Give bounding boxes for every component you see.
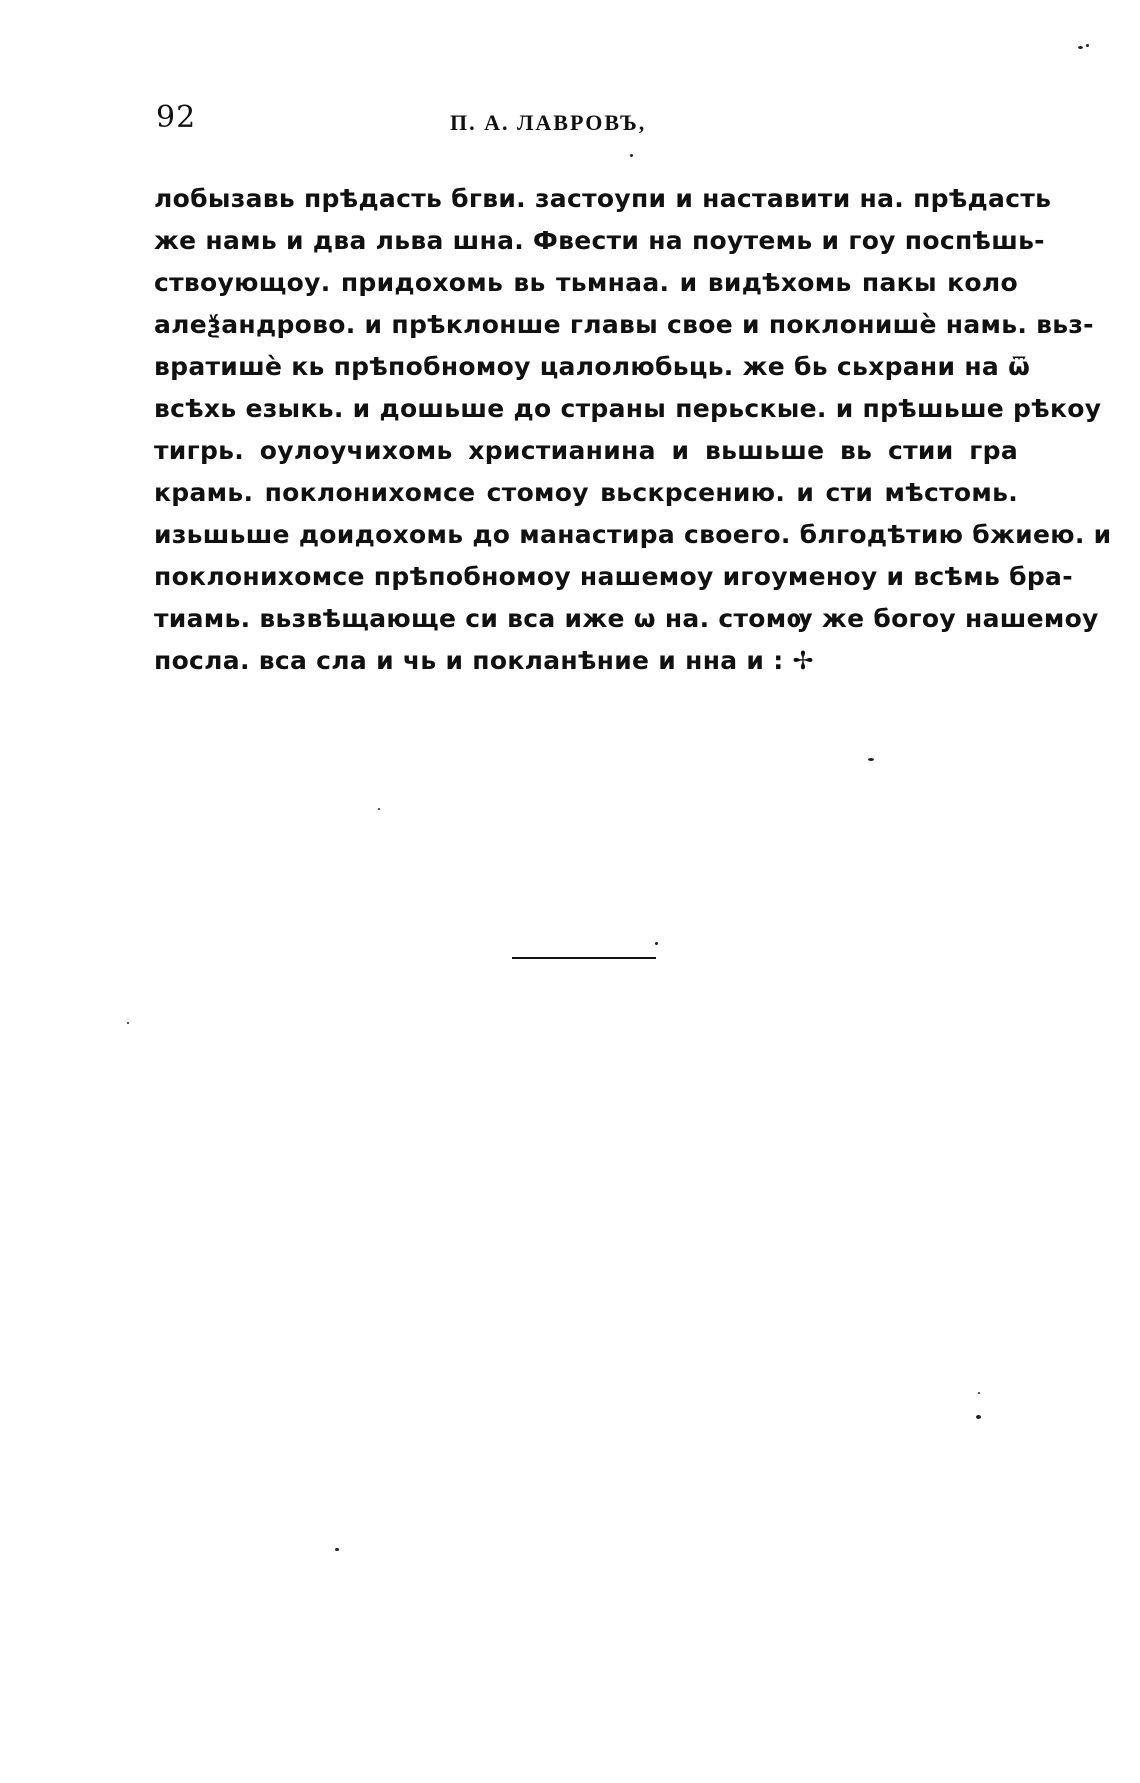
body-text: [154, 178, 1112, 682]
page-number: 92: [156, 100, 197, 135]
text-line: крамь. поклонихомсе стомоу вьскрсению. и сти мѣстомь.: [154, 478, 1018, 507]
scan-speck: [630, 154, 633, 157]
scan-speck: [378, 808, 380, 810]
scan-speck: [1078, 46, 1083, 49]
text-line: поклонихомсе прѣпобномоу нашемоу игоуменоу и всѣмь бра-: [154, 562, 1073, 591]
text-line: тиамь. вьзвѣщающе си вса иже ѡ на. стомѹ же богоу нашемоу: [154, 604, 1099, 633]
text-line: тигрь. оулоучихомь христианина и вьшьше вь стии гра: [154, 436, 1018, 465]
text-line: вратишѐ кь прѣпобномоу цалолюбьць. же бь сьхрани на ѿ: [154, 352, 1031, 381]
text-line: изьшьше доидохомь до манастира своего. блгодѣтию бжиею. и: [154, 520, 1112, 549]
scan-speck: [976, 1415, 981, 1419]
scan-speck: [335, 1548, 339, 1551]
text-line: посла. вса сла и чь и покланѣние и нна и : ✢: [154, 646, 814, 675]
scan-speck: [978, 1392, 980, 1394]
scan-speck: [655, 942, 658, 945]
text-line: ствоующоу. придохомь вь тьмнаа. и видѣхомь пакы коло: [154, 268, 1018, 297]
end-rule: [512, 957, 656, 959]
text-line: же намь и два льва шна. Фвести на поутемь и гоу поспѣшь-: [154, 226, 1045, 255]
running-head: П. А. ЛАВРОВЪ,: [450, 110, 647, 135]
scan-speck: [868, 758, 874, 761]
text-line: всѣхь езыкь. и дошьше до страны перьскые. и прѣшьше рѣкоу: [154, 394, 1102, 423]
scan-speck: [1086, 44, 1089, 47]
scan-speck: [127, 1022, 129, 1024]
text-line: лобызавь прѣдасть бгви. застоупи и наставити на. прѣдасть: [154, 184, 1052, 213]
text-line: алеѯандрово. и прѣклонше главы свое и поклонишѐ намь. вьз-: [154, 310, 1094, 339]
